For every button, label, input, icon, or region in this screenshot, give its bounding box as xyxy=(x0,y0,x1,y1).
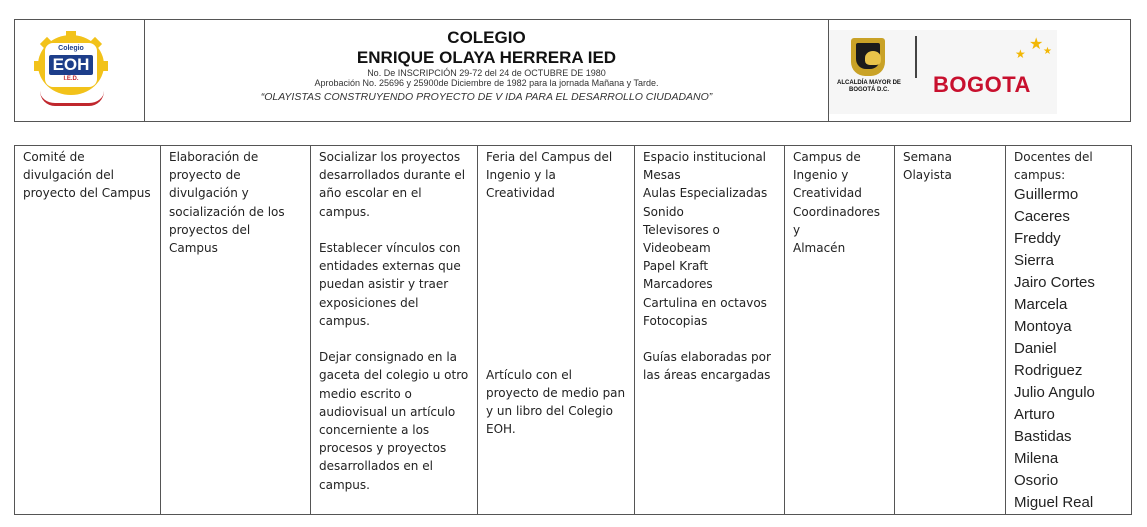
product-2: Artículo con el proyecto de medio pan y un libro del Colegio EOH. xyxy=(486,367,626,437)
date-text: Semana Olayista xyxy=(903,150,953,183)
teacher-name: Caceres xyxy=(1014,208,1070,225)
logo-small-text: Colegio xyxy=(58,45,84,52)
bogota-wordmark: BOGOTA xyxy=(933,72,1031,97)
objective-2: Establecer vínculos con entidades externas que puedan asistir y traer exposiciones del campus. xyxy=(319,241,461,328)
list-item: Fotocopias xyxy=(643,313,708,328)
teachers-cell xyxy=(1006,146,1132,515)
teacher-name: Montoya xyxy=(1014,318,1072,335)
teacher-name: Jairo Cortes xyxy=(1014,274,1095,291)
teacher-name: Bastidas xyxy=(1014,428,1072,445)
document-header xyxy=(14,19,1131,122)
list-item: Videobeam xyxy=(643,241,711,256)
responsible-2: Almacén xyxy=(793,241,846,256)
list-item: Mesas xyxy=(643,168,681,183)
objective-1: Socializar los proyectos desarrollados durante el año escolar en el campus. xyxy=(319,150,466,219)
school-motto: “OLAYISTAS CONSTRUYENDO PROYECTO DE V IDA PARA EL DESARROLLO CIUDADANO” xyxy=(260,91,713,103)
star-icon: ★ xyxy=(1015,47,1026,61)
teacher-name: Julio Angulo xyxy=(1014,384,1095,401)
activity-cell xyxy=(161,146,311,515)
school-logo-cell xyxy=(15,20,145,121)
star-icon: ★ xyxy=(1029,34,1044,53)
responsible-cell xyxy=(785,146,895,515)
list-item: Cartulina en octavos xyxy=(643,295,767,310)
logo-big-text: EOH xyxy=(49,55,93,75)
list-item: Papel Kraft xyxy=(643,259,709,274)
star-icon: ★ xyxy=(1043,46,1052,57)
teacher-name: Sierra xyxy=(1014,252,1055,269)
list-item: Televisores o xyxy=(643,222,720,237)
resources-note: Guías elaboradas por las áreas encargadas xyxy=(643,350,771,383)
title-cell xyxy=(145,20,829,121)
product-1: Feria del Campus del Ingenio y la Creatividad xyxy=(486,150,613,201)
teacher-name: Miguel Real xyxy=(1014,494,1094,511)
list-item: Marcadores xyxy=(643,277,713,292)
committee-cell xyxy=(15,146,161,515)
list-item: Espacio institucional xyxy=(643,150,766,164)
teacher-name: Milena xyxy=(1014,450,1059,467)
table-row xyxy=(15,146,1132,515)
school-title-line2: ENRIQUE OLAYA HERRERA IED xyxy=(356,48,617,67)
inscription-line: No. De INSCRIPCIÓN 29-72 del 24 de OCTUBRE DE 1980 xyxy=(367,68,606,78)
products-cell xyxy=(478,146,635,515)
logo-sub-text: I.E.D. xyxy=(63,76,79,82)
date-cell xyxy=(895,146,1006,515)
activity-text: Elaboración de proyecto de divulgación y socialización de los proyectos del Campus xyxy=(169,150,285,256)
school-title-line1: COLEGIO xyxy=(447,28,526,47)
teacher-name: Osorio xyxy=(1014,472,1059,489)
bogota-logo xyxy=(829,30,1057,114)
city-logo-cell xyxy=(829,20,1130,121)
approval-line: Aprobación No. 25696 y 25900de Diciembre de 1982 para la jornada Mañana y Tarde. xyxy=(314,78,659,88)
alcaldia-text: ALCALDÍA MAYOR DE BOGOTÁ D.C. xyxy=(837,80,901,93)
teachers-heading: Docentes del campus: xyxy=(1014,150,1093,182)
teacher-name: Freddy xyxy=(1014,230,1061,247)
resources-cell xyxy=(635,146,785,515)
teacher-name: Guillermo xyxy=(1014,186,1079,203)
objective-3: Dejar consignado en la gaceta del colegio u otro medio escrito o audiovisual un artículo concerniente a los procesos y proyectos desarrollados en el campus. xyxy=(319,350,469,492)
teacher-name: Arturo xyxy=(1014,406,1055,423)
school-logo xyxy=(34,35,110,107)
list-item: Sonido xyxy=(643,204,684,219)
list-item: Aulas Especializadas xyxy=(643,186,768,201)
project-table xyxy=(14,145,1132,515)
teacher-name: Daniel xyxy=(1014,340,1057,357)
teacher-name: Rodriguez xyxy=(1014,362,1083,379)
teacher-name: Marcela xyxy=(1014,296,1068,313)
responsible-1: Campus de Ingenio y Creatividad Coordinadores y xyxy=(793,150,880,237)
shield-icon xyxy=(851,38,885,76)
objectives-cell xyxy=(311,146,478,515)
committee-text: Comité de divulgación del proyecto del Campus xyxy=(23,150,151,201)
